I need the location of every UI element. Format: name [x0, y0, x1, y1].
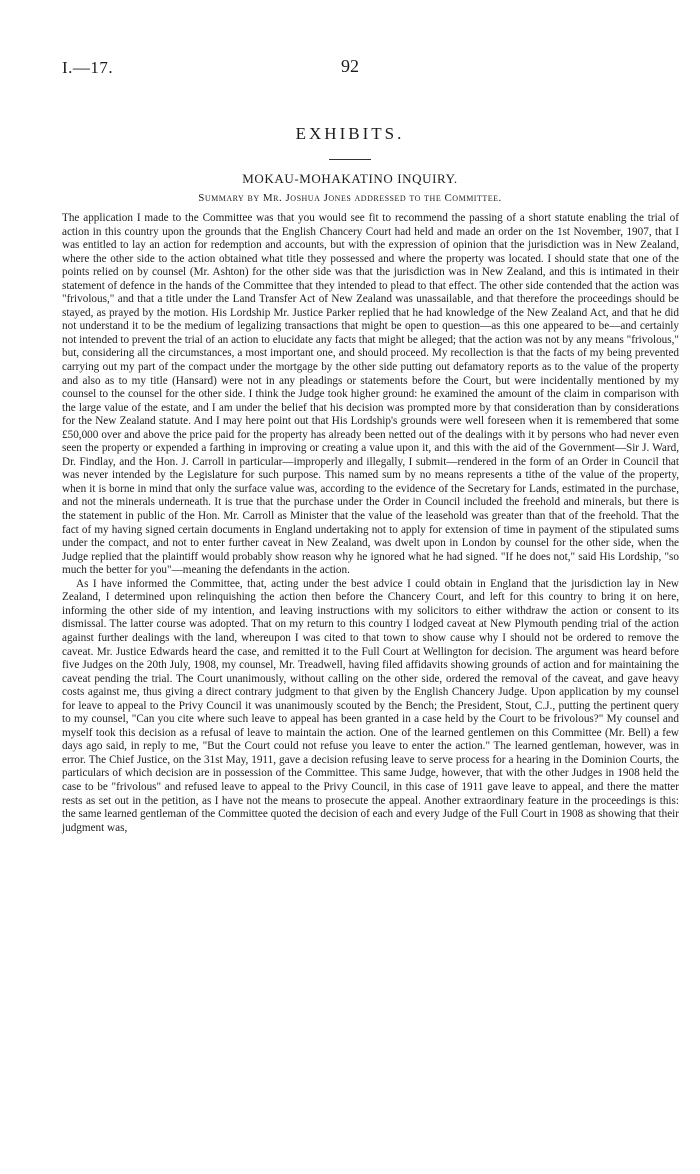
summary-subheading: Summary by Mr. Joshua Jones addressed to the Committee.	[198, 192, 502, 204]
paper-reference: I.—17.	[62, 58, 114, 77]
title-divider	[329, 159, 371, 160]
section-title: EXHIBITS.	[295, 124, 405, 143]
paragraph-informed-committee: As I have informed the Committee, that, acting under the best advice I could obtain in England that the jurisdiction lay in New Zealand, I determined upon relinquishing the action then before the Chancery Court, and left for this country to bring it on here, informing the other side of my intention, and leaving instructions with my solicitors to either withdraw the action or consent to its dismissal. The latter course was adopted. That on my return to this country I lodged caveat at New Plymouth pending trial of the action against further dealings with the land, whereupon I was cited to that town to show cause why I should not be ordered to remove the caveat. Mr. Justice Edwards heard the case, and remitted it to the Full Court at Wellington for decision. The argument was heard before five Judges on the 20th July, 1908, my counsel, Mr. Treadwell, having filed affidavits showing grounds of action and for maintaining the caveat pending the trial. The Court unanimously, without calling on the other side, ordered the removal of the caveat, and gave heavy costs against me, thus giving a direct contrary judgment to that given by the English Chancery Judge. Upon application by my counsel for leave to appeal to the Privy Council it was unanimously scouted by the Bench; the President, Stout, C.J., putting the pertinent query to my counsel, "Can you cite where such leave to appeal has been granted in a case held by the Court to be frivolous?" My counsel and myself took this decision as a refusal of leave to maintain the action. One of the learned gentlemen on this Committee (Mr. Bell) a few days ago said, in reply to me, "But the Court could not refuse you leave to enter the action." The learned gentleman, however, was in error. The Chief Justice, on the 31st May, 1911, gave a decision refusing leave to serve process for a hearing in the Dominion Courts, the particulars of which decision are in possession of the Committee. This same Judge, however, that with the other Judges in 1908 held the case to be "frivolous" and refused leave to appeal to the Privy Council, in this case of 1911 gave leave to appeal, and there the matter rests as set out in the petition, as I have not the means to prosecute the appeal. Another extraordinary feature in the proceedings is this: the same learned gentleman of the Committee quoted the decision of each and every Judge of the Full Court in 1908 as showing that their judgment was,	[62, 577, 679, 834]
inquiry-heading: MOKAU-MOHAKATINO INQUIRY.	[242, 171, 458, 186]
page-number: 92	[341, 56, 359, 76]
body-text	[62, 212, 679, 835]
paragraph-application: The application I made to the Committee was that you would see fit to recommend the passing of a short statute enabling the trial of action in this country upon the grounds that the English Chancery Court had held and made an order on the 1st November, 1907, that I was entitled to lay an action for redemption and accounts, but with the expression of opinion that the jurisdiction was in New Zealand, where the other side to the action obtained what title they possessed and where the property was located. I should state that one of the points relied on by counsel (Mr. Ashton) for the other side was that the jurisdiction was in New Zealand, and this is intimated in their statement of defence in the hands of the Committee that they intended to plead to that effect. The other side contended that the action was "frivolous," and that a title under the Land Transfer Act of New Zealand was unassailable, and that therefore the proceedings should be stayed, as prayed by the motion. His Lordship Mr. Justice Parker replied that he had knowledge of the New Zealand Act, and that he did not understand it to be the medium of legalizing transactions that might be open to question—as this one appeared to be—and certainly not intended to prevent the trial of an action to elucidate any facts that might be alleged; that the action was not by any means "frivolous," but, considering all the circumstances, a most important one, and should proceed. My recollection is that the facts of my being prevented carrying out my part of the compact under the mortgage by the other side putting out defamatory reports as to the value of the property and also as to my title (Hansard) were not in any pleadings or statements before the Court, but were incidentally mentioned by my counsel to the counsel for the other side. I think the Judge took higher ground: he examined the amount of the claim in comparison with the large value of the estate, and I am under the belief that his decision was prompted more by that consideration than by considerations for the New Zealand statute. And I may here point out that His Lordship's grounds were well foreseen when it is remembered that some £50,000 over and above the price paid for the property has already been netted out of the dealings with it by persons who had never even seen the property or expended a farthing in improving or creating a value upon it, and this with the aid of the Government—Sir J. Ward, Dr. Findlay, and the Hon. J. Carroll in particular—improperly and illegally, I submit—rendered in the form of an Order in Council that was never intended by the Legislature for such purpose. This named sum by no means represents a tithe of the value of the property, when it is borne in mind that only the surface value was, according to the evidence of the Secretary for Lands, estimated in the purchase, and not the minerals underneath. It is true that the purchase under the Order in Council included the freehold and minerals, but there is the statement in public of the Hon. Mr. Carroll as Minister that the value of the leasehold was greater than that of the freehold. That the fact of my having signed certain documents in England undertaking not to apply for extension of time in payment of the stipulated sums under the compact, and not to enter further caveat in New Zealand, was dwelt upon in London by counsel for the other side, when the Judge replied that the plaintiff would probably show reason why he ignored what he had signed. "If he does not," said His Lordship, "so much the better for you"—meaning the defendants in the action.	[62, 212, 679, 577]
